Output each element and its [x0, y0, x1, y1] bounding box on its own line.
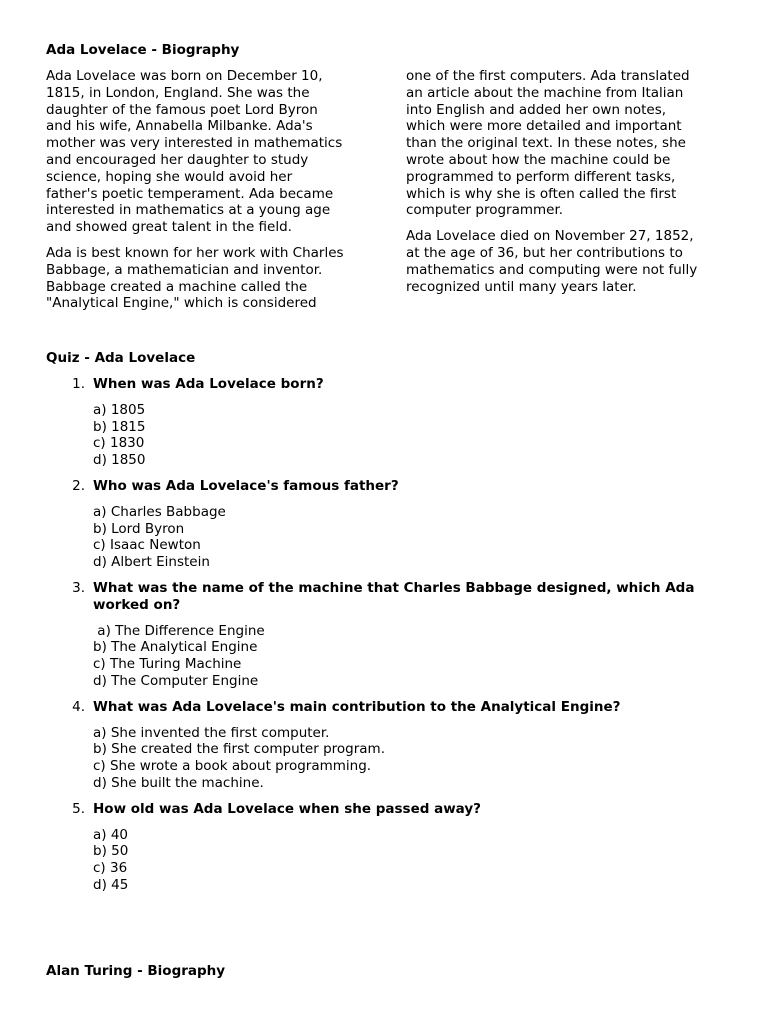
biography-paragraph: Ada Lovelace was born on December 10, 1815, in London, England. She was the daughter of the famous poet Lord Byron and his wife, Annabella Milbanke. Ada's mother was very interested in mathematics and encouraged her daughter to study science, hoping she would avoid her father's poetic temperament. Ada became interested in mathematics at a young age and showed great talent in the field.: [46, 68, 343, 236]
answer-option: c) She wrote a book about programming.: [93, 758, 372, 775]
answer-option: a) The Difference Engine: [93, 622, 265, 639]
biography-paragraph: one of the first computers. Ada translated an article about the machine from Italian into English and added her own notes, which were more detailed and important than the original text. In these notes, she wrote about how the machine could be programmed to perform different tasks, which is why she is often called the first computer programmer.: [406, 68, 690, 219]
next-biography-title: Alan Turing - Biography: [46, 963, 226, 979]
question-text: What was Ada Lovelace's main contribution to the Analytical Engine?: [93, 698, 621, 715]
answer-option: b) The Analytical Engine: [93, 639, 258, 656]
question-text: Who was Ada Lovelace's famous father?: [93, 477, 399, 494]
answer-option: d) 45: [93, 876, 129, 893]
answer-option: b) 50: [93, 843, 129, 860]
document-page: [46, 42, 722, 979]
answer-option: b) She created the first computer program.: [93, 741, 385, 758]
quiz-question: [46, 580, 722, 690]
quiz-question: [46, 801, 722, 894]
question-number: 1.: [72, 376, 85, 392]
biography-paragraph: Ada Lovelace died on November 27, 1852, at the age of 36, but her contributions to mathematics and computing were not fully recognized until many years later.: [406, 228, 698, 295]
answer-option: c) The Turing Machine: [93, 656, 242, 673]
question-text: How old was Ada Lovelace when she passed away?: [93, 800, 481, 817]
question-number: 4.: [72, 698, 85, 715]
question-number: 5.: [72, 800, 85, 817]
biography-left-column: [46, 68, 376, 321]
quiz-question: [46, 376, 722, 469]
answer-option: d) 1850: [93, 452, 146, 469]
answer-option: c) 1830: [93, 435, 145, 452]
biography-right-column: [406, 68, 726, 304]
answer-option: a) She invented the first computer.: [93, 724, 330, 741]
biography-paragraph: Ada is best known for her work with Charles Babbage, a mathematician and inventor. Babbage created a machine called the "Analytical Engine," which is considered: [46, 244, 344, 312]
quiz-title: Quiz - Ada Lovelace: [46, 350, 196, 366]
answer-option: c) 36: [93, 860, 128, 877]
quiz-question-list: [46, 376, 722, 903]
answer-option: d) Albert Einstein: [93, 554, 210, 571]
answer-option: b) Lord Byron: [93, 520, 185, 537]
answer-option: b) 1815: [93, 418, 146, 435]
answer-option: a) 1805: [93, 401, 146, 418]
question-number: 2.: [72, 477, 85, 494]
question-text: When was Ada Lovelace born?: [93, 376, 324, 392]
answer-option: a) Charles Babbage: [93, 503, 226, 520]
question-text: What was the name of the machine that Charles Babbage designed, which Ada worked on?: [93, 579, 695, 613]
answer-option: d) The Computer Engine: [93, 672, 259, 689]
quiz-question: [46, 478, 722, 571]
question-number: 3.: [72, 579, 85, 596]
biography-title: Ada Lovelace - Biography: [46, 42, 240, 58]
answer-option: a) 40: [93, 826, 129, 843]
answer-option: d) She built the machine.: [93, 774, 264, 791]
biography-columns: [46, 68, 722, 314]
answer-option: c) Isaac Newton: [93, 537, 201, 554]
quiz-question: [46, 699, 722, 792]
